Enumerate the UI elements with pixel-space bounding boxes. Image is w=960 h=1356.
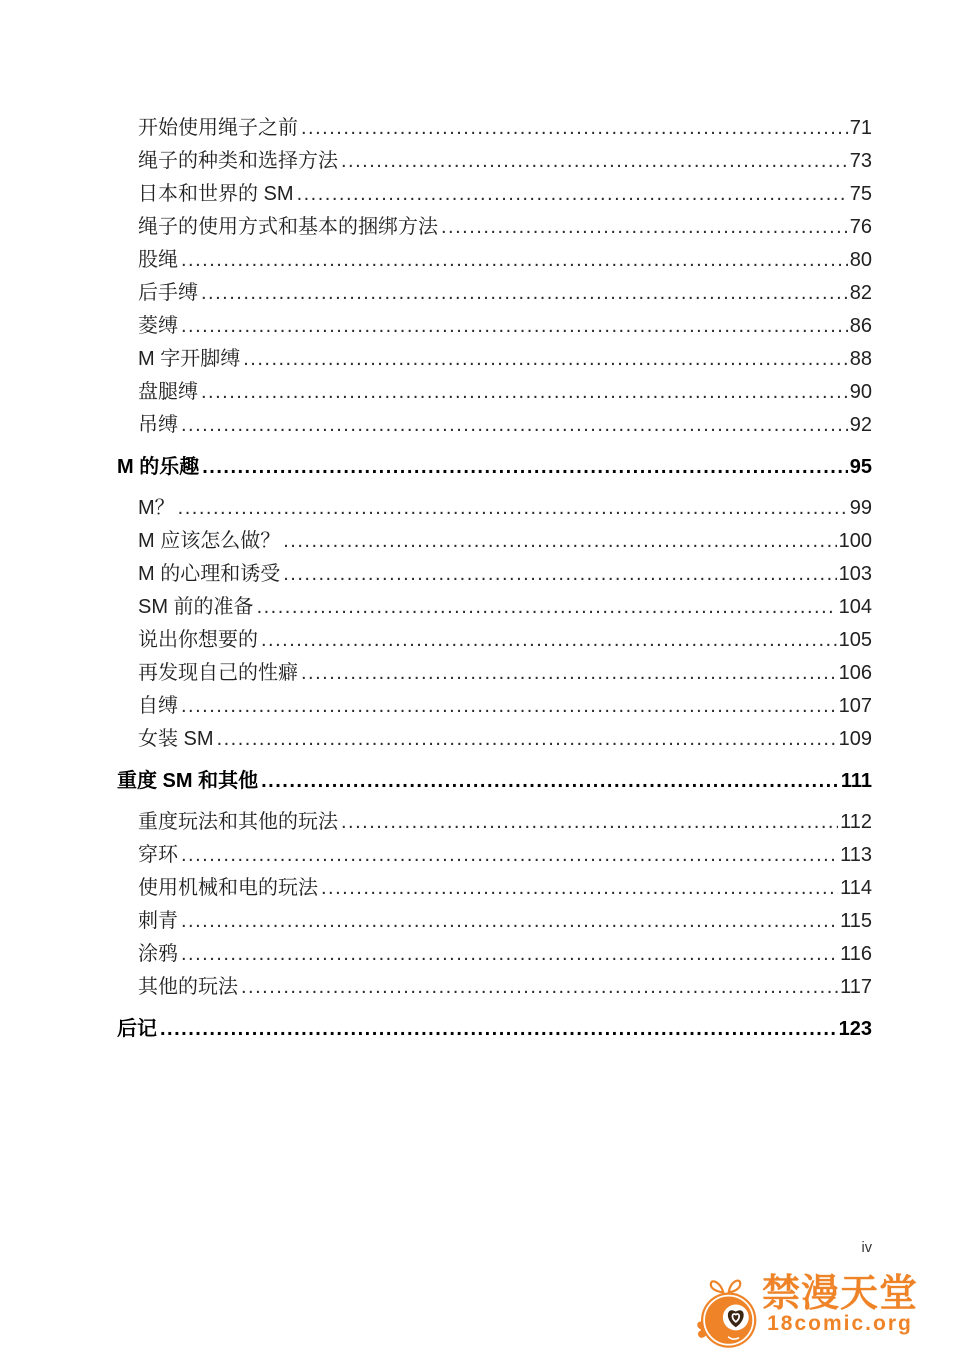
toc-title: 其他的玩法 — [138, 976, 238, 998]
dot-leader — [217, 723, 837, 756]
dot-leader — [341, 806, 838, 839]
toc-title: M 的心理和诱受 — [138, 563, 281, 585]
toc-title: 吊缚 — [138, 414, 178, 436]
dot-leader — [297, 178, 848, 211]
toc-entry-row — [117, 872, 872, 905]
toc-title: 穿环 — [138, 844, 178, 866]
page-number: iv — [861, 1240, 872, 1256]
toc-page-number: 73 — [849, 150, 872, 172]
toc-entry-row — [117, 905, 872, 938]
toc-title: 女装 SM — [138, 728, 214, 750]
toc-page-number: 111 — [840, 770, 872, 792]
toc-page-number: 99 — [849, 497, 872, 519]
toc-page-number: 104 — [838, 596, 872, 618]
dot-leader — [301, 112, 848, 145]
toc-page-number: 115 — [840, 910, 872, 932]
toc-title: 日本和世界的 SM — [138, 183, 294, 205]
toc-page-number: 105 — [838, 629, 872, 651]
toc-page-number: 106 — [838, 662, 872, 684]
toc-title: M 的乐趣 — [117, 456, 200, 478]
toc-page-number: 71 — [849, 117, 872, 139]
toc-entry-row — [117, 492, 872, 525]
toc-page-number: 103 — [838, 563, 872, 585]
dot-leader — [201, 376, 848, 409]
toc-page-number: 123 — [838, 1018, 872, 1040]
dot-leader — [283, 525, 836, 558]
toc-title: 开始使用绳子之前 — [138, 117, 298, 139]
site-url: 18comic.org — [767, 1312, 913, 1335]
toc-heading-row — [117, 451, 872, 484]
dot-leader — [441, 211, 848, 244]
toc-entry-row — [117, 591, 872, 624]
toc-entry-row — [117, 310, 872, 343]
toc-page-number: 92 — [849, 414, 872, 436]
dot-leader — [283, 558, 836, 591]
toc-page-number: 116 — [840, 943, 872, 965]
toc-title: 自缚 — [138, 695, 178, 717]
toc-title: 重度玩法和其他的玩法 — [138, 811, 338, 833]
toc-entry-row — [117, 657, 872, 690]
toc-page-number: 95 — [849, 456, 872, 478]
toc-page-number: 82 — [849, 282, 872, 304]
toc-title: 菱缚 — [138, 315, 178, 337]
toc-page-number: 112 — [840, 811, 872, 833]
toc-page-number: 80 — [849, 249, 872, 271]
toc-page-number: 76 — [849, 216, 872, 238]
whale-mascot-icon — [693, 1274, 759, 1352]
dot-leader — [341, 145, 848, 178]
toc-entry-row — [117, 558, 872, 591]
toc-title: 再发现自己的性癖 — [138, 662, 298, 684]
dot-leader — [261, 765, 839, 798]
toc-page-number: 107 — [838, 695, 872, 717]
toc-title: M？ — [138, 497, 175, 519]
toc-title: 后手缚 — [138, 282, 198, 304]
toc-entry-row — [117, 145, 872, 178]
dot-leader — [301, 657, 837, 690]
toc-entry-row — [117, 723, 872, 756]
dot-leader — [261, 624, 837, 657]
dot-leader — [201, 277, 848, 310]
toc-page-number: 88 — [849, 348, 872, 370]
toc-page-number: 86 — [849, 315, 872, 337]
dot-leader — [243, 343, 848, 376]
toc-page-number: 113 — [840, 844, 872, 866]
watermark-text — [762, 1272, 918, 1336]
toc-entry-row — [117, 244, 872, 277]
toc-page-number: 114 — [840, 877, 872, 899]
toc-title: 重度 SM 和其他 — [117, 770, 259, 792]
toc-entry-row — [117, 343, 872, 376]
toc-entry-row — [117, 839, 872, 872]
dot-leader — [181, 310, 848, 343]
dot-leader — [181, 690, 837, 723]
toc-entry-row — [117, 211, 872, 244]
toc-entry-row — [117, 409, 872, 442]
toc-page-number: 90 — [849, 381, 872, 403]
toc-title: 刺青 — [138, 910, 178, 932]
toc-page-number: 100 — [838, 530, 872, 552]
dot-leader — [257, 591, 837, 624]
toc-entry-row — [117, 806, 872, 839]
dot-leader — [181, 839, 838, 872]
toc-heading-row — [117, 1013, 872, 1046]
toc-title: 盘腿缚 — [138, 381, 198, 403]
toc-entry-row — [117, 971, 872, 1004]
toc-heading-row — [117, 765, 872, 798]
dot-leader — [241, 971, 838, 1004]
dot-leader — [181, 409, 848, 442]
toc-entry-row — [117, 690, 872, 723]
toc-entry-row — [117, 938, 872, 971]
dot-leader — [202, 451, 848, 484]
dot-leader — [160, 1013, 837, 1046]
toc-entry-row — [117, 376, 872, 409]
toc-title: 使用机械和电的玩法 — [138, 877, 318, 899]
toc-entry-row — [117, 624, 872, 657]
toc-title: M 字开脚缚 — [138, 348, 241, 370]
toc-title: SM 前的准备 — [138, 596, 254, 618]
toc-title: 绳子的使用方式和基本的捆绑方法 — [138, 216, 438, 238]
toc-entry-row — [117, 112, 872, 145]
toc-entry-row — [117, 525, 872, 558]
dot-leader — [181, 905, 838, 938]
site-watermark — [693, 1272, 918, 1352]
toc-title: 绳子的种类和选择方法 — [138, 150, 338, 172]
toc-page-number: 75 — [849, 183, 872, 205]
toc-page-number: 117 — [840, 976, 872, 998]
toc-title: 说出你想要的 — [138, 629, 258, 651]
toc-title: M 应该怎么做？ — [138, 530, 281, 552]
dot-leader — [181, 938, 838, 971]
toc-title: 涂鸦 — [138, 943, 178, 965]
table-of-contents — [117, 112, 872, 1054]
toc-title: 后记 — [117, 1018, 157, 1040]
toc-page-number: 109 — [838, 728, 872, 750]
dot-leader — [321, 872, 838, 905]
site-name: 禁漫天堂 — [761, 1273, 918, 1315]
toc-entry-row — [117, 178, 872, 211]
dot-leader — [178, 492, 848, 525]
toc-title: 股绳 — [138, 249, 178, 271]
dot-leader — [181, 244, 848, 277]
toc-entry-row — [117, 277, 872, 310]
